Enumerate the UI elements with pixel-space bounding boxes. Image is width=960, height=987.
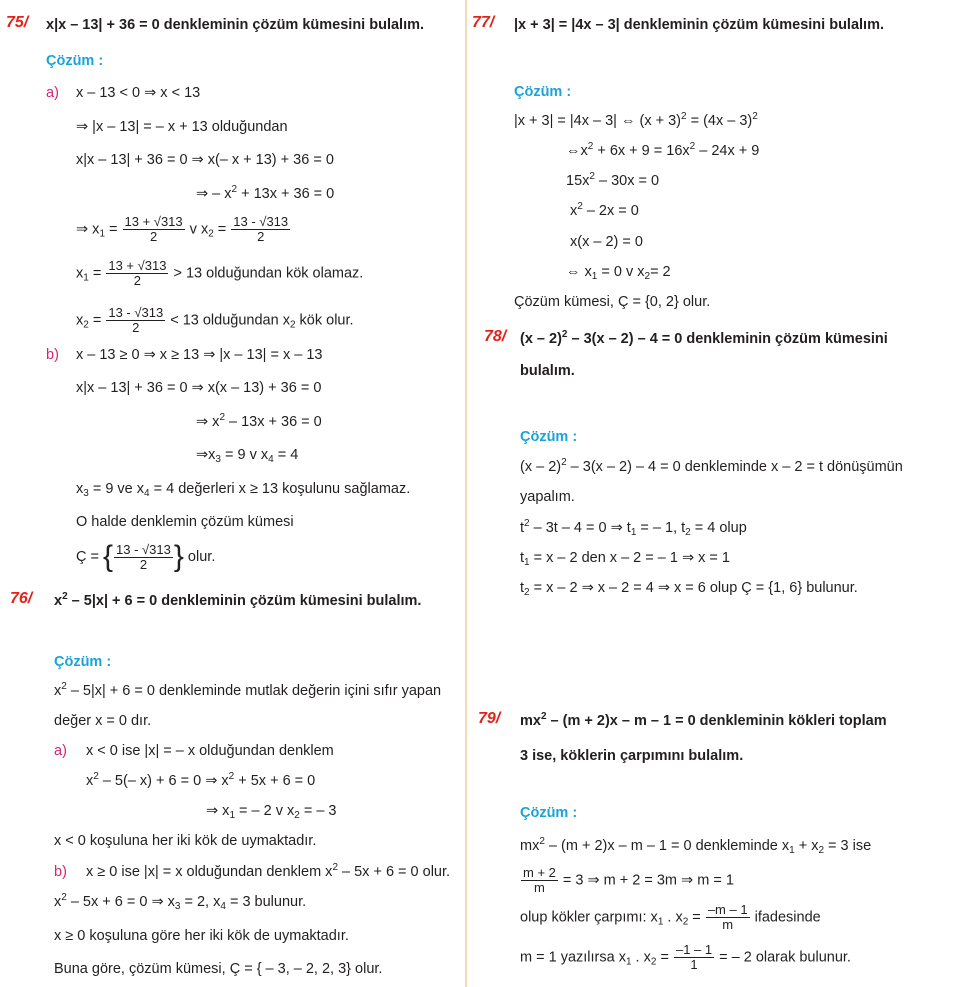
math-line: ⇒ – $x^2 + 13x + 36 = 0$ bbox=[196, 184, 335, 202]
math-line: x|x – 13| + 36 = 0 ⇒ x(x – 13) + 36 = 0 bbox=[76, 380, 322, 396]
text-line: Çözüm kümesi, Ç = {0, 2} olur. bbox=[514, 294, 711, 310]
math-line: x – 13 < 0 ⇒ x < 13 bbox=[76, 85, 201, 101]
math-line: ⇒ |x – 13| = – x + 13 olduğundan bbox=[76, 119, 288, 135]
text-line: x ≥ 0 koşuluna göre her iki kök de uymaktadır. bbox=[54, 928, 349, 944]
problem-number-label: 77/ bbox=[472, 14, 495, 31]
problem-number bbox=[478, 710, 500, 728]
solution-heading: Çözüm : bbox=[46, 53, 104, 69]
problem-question: $mx^2 - (m + 2)x - m - 1 = 0$ denkleminin kökleri toplam bbox=[520, 712, 887, 729]
problem-number-label: 78/ bbox=[484, 328, 507, 345]
math-line: ⇒ $x_1$ = – 2 v $x_2$ = – 3 bbox=[206, 803, 337, 821]
case-label-a: a) bbox=[46, 85, 59, 101]
math-line: x|x – 13| + 36 = 0 ⇒ x(– x + 13) + 36 = 0 bbox=[76, 152, 334, 168]
problem-number bbox=[6, 14, 28, 32]
math-line: $t^2 - 3t - 4 = 0$ ⇒ $t_1$ = – 1, $t_2 = 4$ olup bbox=[520, 518, 747, 538]
solution-heading: Çözüm : bbox=[520, 429, 578, 445]
solution-heading: Çözüm : bbox=[520, 805, 578, 821]
problem-number-label: 79/ bbox=[478, 710, 501, 727]
case-label-b: b) bbox=[54, 864, 67, 880]
text-line: yapalım. bbox=[520, 489, 575, 505]
math-line: O halde denklemin çözüm kümesi bbox=[76, 514, 294, 530]
math-line: x ≥ 0 ise |x| = x olduğundan denklem $x^2 - 5x + 6 = 0$ olur. bbox=[86, 862, 451, 880]
math-line: x(x – 2) = 0 bbox=[570, 234, 643, 250]
math-line: $\frac{m + 2}{m}$ = 3 ⇒ m + 2 = 3m ⇒ m = 1 bbox=[523, 865, 734, 895]
math-line: $x_1$ = $\frac{13 + √313}{2}$ > 13 olduğundan kök olamaz. bbox=[76, 258, 364, 288]
case-label-a: a) bbox=[54, 743, 67, 759]
math-line: $t_1 = x - 2$ den x – 2 = – 1 ⇒ x = 1 bbox=[520, 550, 730, 568]
fraction: $\frac{m + 2}{m}$ bbox=[523, 865, 556, 895]
math-line: $\Leftrightarrow x^2 + 6x + 9 = 16x^2 - 24x + 9$ bbox=[566, 141, 760, 159]
fraction: $\frac{13 + √313}{2}$ bbox=[108, 258, 167, 288]
text-line: değer x = 0 dır. bbox=[54, 713, 152, 729]
math-line: (x – 2)$^2$ – 3(x – 2) – 4 = 0 denkleminde x – 2 = t dönüşümün bbox=[520, 457, 903, 475]
math-line: $x^2 - 5x + 6 = 0$ ⇒ $x_3 = 2$, $x_4 = 3$ bulunur. bbox=[54, 892, 307, 912]
text-line: Buna göre, çözüm kümesi, Ç = { – 3, – 2, 2, 3} olur. bbox=[54, 961, 383, 977]
problem-question-cont: bulalım. bbox=[520, 363, 575, 379]
math-line: $\Rightarrow x_3 = 9$ v $x_4 = 4$ bbox=[196, 447, 299, 465]
fraction: $\frac{-m - 1}{m}$ bbox=[707, 902, 748, 932]
problem-question: |x + 3| = |4x – 3| denkleminin çözüm kümesini bulalım. bbox=[514, 17, 884, 33]
solution-heading: Çözüm : bbox=[514, 84, 572, 100]
problem-question-cont: 3 ise, köklerin çarpımını bulalım. bbox=[520, 748, 744, 764]
math-line: olup kökler çarpımı: $x_1$ . $x_2$ = $\frac{-m - 1}{m}$ ifadesinde bbox=[520, 902, 821, 932]
math-line: $x_3 = 9$ ve $x_4 = 4$ değerleri x ≥ 13 koşulunu sağlamaz. bbox=[76, 481, 411, 499]
math-line: $15x^2 - 30x = 0$ bbox=[566, 171, 660, 189]
math-line: m = 1 yazılırsa $x_1$ . $x_2$ = $\frac{-1 - 1}{1}$ = – 2 olarak bulunur. bbox=[520, 942, 851, 972]
problem-question: $x^2 - 5|x| + 6 = 0$ denkleminin çözüm kümesini bulalım. bbox=[54, 591, 422, 609]
math-line: $x^2 - 2x = 0$ bbox=[570, 201, 639, 219]
solution-heading: Çözüm : bbox=[54, 654, 112, 670]
fraction: $\frac{13 - √313}{2}$ bbox=[116, 541, 171, 572]
solution-set: Ç = { $\frac{13 - √313}{2}$ } olur. bbox=[76, 540, 216, 574]
problem-number bbox=[472, 14, 494, 32]
math-line: x < 0 ise |x| = – x olduğundan denklem bbox=[86, 743, 334, 759]
math-line: $x^2 - 5(-$ x) + 6 = 0 ⇒ $x^2 + 5x + 6 = 0$ bbox=[86, 771, 316, 789]
problem-number-label: 76/ bbox=[10, 590, 33, 607]
problem-number-label: 75/ bbox=[6, 14, 29, 31]
fraction: $\frac{13 - √313}{2}$ bbox=[233, 214, 289, 244]
fraction: $\frac{-1 - 1}{1}$ bbox=[675, 942, 713, 972]
math-line: ⇔ $x_1 = 0$ v $x_2= 2$ bbox=[566, 264, 671, 282]
fraction: $\frac{13 + √313}{2}$ bbox=[124, 214, 183, 244]
math-line: ⇒ $x^2 - 13x + 36 = 0$ bbox=[196, 412, 322, 430]
problem-number bbox=[10, 590, 32, 608]
fraction: $\frac{13 - √313}{2}$ bbox=[108, 305, 164, 335]
column-divider bbox=[465, 0, 467, 987]
case-label-b: b) bbox=[46, 347, 59, 363]
math-line: |x + 3| = |4x – 3| ⇔ $(x + 3)^2 = (4x - 3)^2$ bbox=[514, 111, 758, 129]
math-line: $x_2$ = $\frac{13 - √313}{2}$ < 13 olduğundan $x_2$ kök olur. bbox=[76, 305, 354, 335]
problem-number bbox=[484, 328, 506, 346]
text-line: $x^2 - 5|x| + 6 = 0$ denkleminde mutlak değerin içini sıfır yapan bbox=[54, 681, 442, 699]
problem-question: (x – 2)$^2$ – 3(x – 2) – 4 = 0 denkleminin çözüm kümesini bbox=[520, 329, 888, 347]
math-line: $t_2 = x - 2$ ⇒ x – 2 = 4 ⇒ x = 6 olup Ç = {1, 6} bulunur. bbox=[520, 580, 858, 598]
math-line: $mx^2 - (m + 2)x - m - 1 = 0$ denkleminde $x_1 + x_2 = 3$ ise bbox=[520, 836, 872, 856]
problem-question: x|x – 13| + 36 = 0 denkleminin çözüm kümesini bulalım. bbox=[46, 17, 425, 33]
math-line: x – 13 ≥ 0 ⇒ x ≥ 13 ⇒ |x – 13| = x – 13 bbox=[76, 347, 323, 363]
text-line: x < 0 koşuluna her iki kök de uymaktadır. bbox=[54, 833, 317, 849]
math-line-roots: ⇒ $x_1$ = $\frac{13 + √313}{2}$ v $x_2$ = $\frac{13 - √313}{2}$ bbox=[76, 214, 289, 244]
